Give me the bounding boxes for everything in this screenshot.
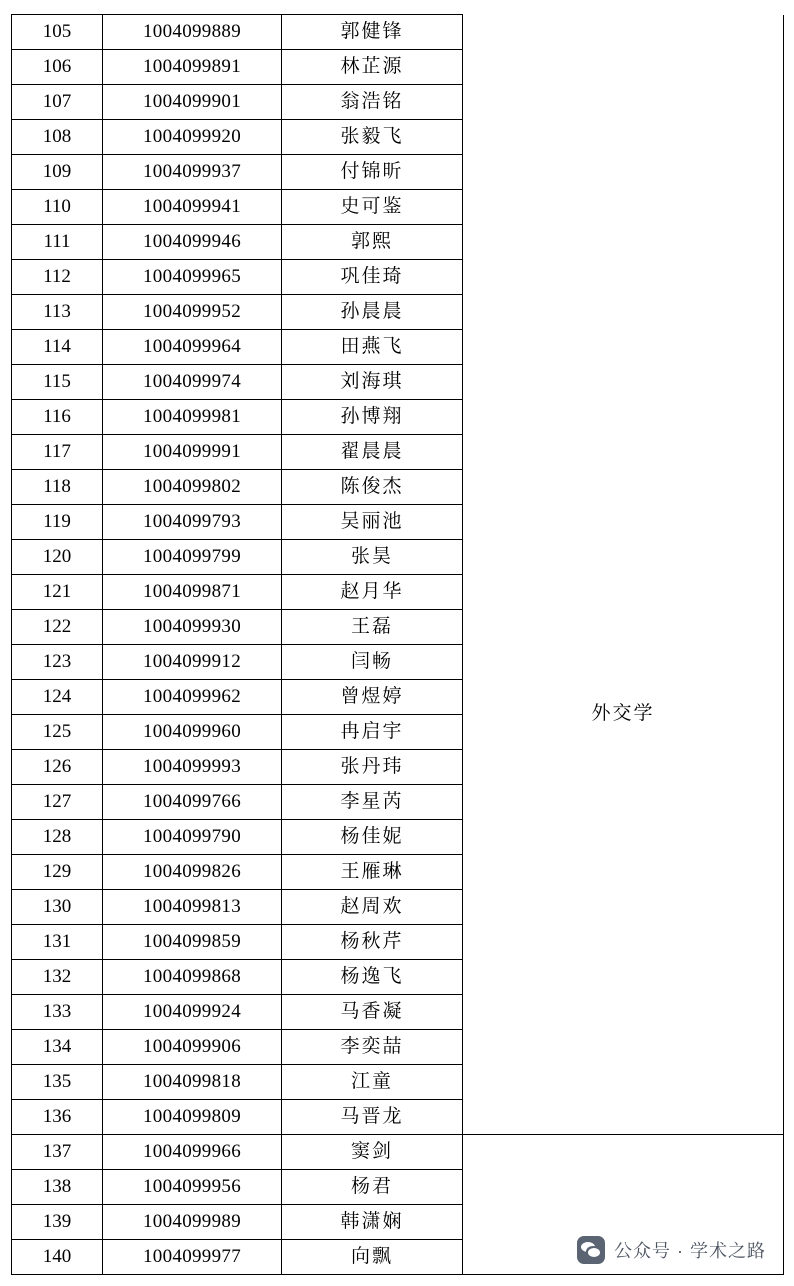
row-student-id: 1004099941 — [103, 190, 282, 225]
row-student-name: 马晋龙 — [282, 1100, 463, 1135]
row-index: 134 — [12, 1030, 103, 1065]
row-student-name: 王雁琳 — [282, 855, 463, 890]
table-body — [12, 15, 784, 1275]
row-student-id: 1004099799 — [103, 540, 282, 575]
row-index: 125 — [12, 715, 103, 750]
row-student-id: 1004099891 — [103, 50, 282, 85]
row-student-name: 吴丽池 — [282, 505, 463, 540]
row-student-name: 杨君 — [282, 1170, 463, 1205]
row-index: 113 — [12, 295, 103, 330]
row-student-id: 1004099977 — [103, 1240, 282, 1275]
row-student-name: 李星芮 — [282, 785, 463, 820]
row-index: 107 — [12, 85, 103, 120]
row-student-name: 李奕喆 — [282, 1030, 463, 1065]
table-row — [12, 1135, 784, 1170]
watermark — [577, 1236, 766, 1264]
row-student-name: 窦剑 — [282, 1135, 463, 1170]
row-student-id: 1004099871 — [103, 575, 282, 610]
row-student-id: 1004099991 — [103, 435, 282, 470]
table-row — [12, 295, 784, 330]
row-student-id: 1004099889 — [103, 15, 282, 50]
wechat-icon — [577, 1236, 605, 1264]
row-index: 140 — [12, 1240, 103, 1275]
row-student-id: 1004099809 — [103, 1100, 282, 1135]
row-student-id: 1004099868 — [103, 960, 282, 995]
row-index: 110 — [12, 190, 103, 225]
row-student-name: 杨逸飞 — [282, 960, 463, 995]
row-index: 108 — [12, 120, 103, 155]
row-index: 116 — [12, 400, 103, 435]
row-student-id: 1004099965 — [103, 260, 282, 295]
row-index: 136 — [12, 1100, 103, 1135]
row-index: 133 — [12, 995, 103, 1030]
row-student-id: 1004099974 — [103, 365, 282, 400]
row-student-id: 1004099946 — [103, 225, 282, 260]
row-student-id: 1004099989 — [103, 1205, 282, 1240]
row-index: 127 — [12, 785, 103, 820]
row-student-id: 1004099937 — [103, 155, 282, 190]
row-index: 126 — [12, 750, 103, 785]
row-index: 118 — [12, 470, 103, 505]
row-student-name: 陈俊杰 — [282, 470, 463, 505]
row-student-name: 刘海琪 — [282, 365, 463, 400]
row-index: 120 — [12, 540, 103, 575]
row-index: 138 — [12, 1170, 103, 1205]
row-student-name: 江童 — [282, 1065, 463, 1100]
row-student-name: 冉启宇 — [282, 715, 463, 750]
row-student-id: 1004099766 — [103, 785, 282, 820]
row-student-name: 郭健锋 — [282, 15, 463, 50]
row-student-name: 杨秋芹 — [282, 925, 463, 960]
row-student-name: 王磊 — [282, 610, 463, 645]
row-student-name: 赵周欢 — [282, 890, 463, 925]
student-roster-table — [11, 14, 784, 1275]
row-index: 123 — [12, 645, 103, 680]
row-student-name: 赵月华 — [282, 575, 463, 610]
major-cell: 外交学 — [463, 295, 784, 1135]
row-student-id: 1004099906 — [103, 1030, 282, 1065]
row-student-name: 付锦昕 — [282, 155, 463, 190]
row-index: 105 — [12, 15, 103, 50]
document-page — [0, 14, 794, 1286]
row-student-id: 1004099790 — [103, 820, 282, 855]
row-student-name: 向飘 — [282, 1240, 463, 1275]
row-index: 122 — [12, 610, 103, 645]
row-index: 124 — [12, 680, 103, 715]
row-index: 139 — [12, 1205, 103, 1240]
row-index: 135 — [12, 1065, 103, 1100]
row-student-name: 马香凝 — [282, 995, 463, 1030]
row-index: 119 — [12, 505, 103, 540]
row-student-name: 巩佳琦 — [282, 260, 463, 295]
row-index: 128 — [12, 820, 103, 855]
row-student-name: 闫畅 — [282, 645, 463, 680]
row-student-name: 张昊 — [282, 540, 463, 575]
row-student-id: 1004099924 — [103, 995, 282, 1030]
row-student-name: 田燕飞 — [282, 330, 463, 365]
row-student-id: 1004099859 — [103, 925, 282, 960]
row-student-id: 1004099993 — [103, 750, 282, 785]
major-cell-top-pad — [463, 15, 784, 295]
row-index: 106 — [12, 50, 103, 85]
row-student-id: 1004099826 — [103, 855, 282, 890]
table-row — [12, 15, 784, 50]
row-student-name: 杨佳妮 — [282, 820, 463, 855]
watermark-label: 公众号 · 学术之路 — [614, 1241, 766, 1261]
row-student-id: 1004099930 — [103, 610, 282, 645]
row-student-name: 翟晨晨 — [282, 435, 463, 470]
row-index: 111 — [12, 225, 103, 260]
row-index: 115 — [12, 365, 103, 400]
row-student-id: 1004099956 — [103, 1170, 282, 1205]
row-student-name: 韩潇娴 — [282, 1205, 463, 1240]
row-index: 129 — [12, 855, 103, 890]
row-student-id: 1004099793 — [103, 505, 282, 540]
row-student-name: 张毅飞 — [282, 120, 463, 155]
row-student-id: 1004099952 — [103, 295, 282, 330]
row-student-name: 郭熙 — [282, 225, 463, 260]
row-student-name: 史可鉴 — [282, 190, 463, 225]
row-index: 112 — [12, 260, 103, 295]
row-student-name: 林芷源 — [282, 50, 463, 85]
row-student-name: 翁浩铭 — [282, 85, 463, 120]
row-index: 114 — [12, 330, 103, 365]
row-index: 131 — [12, 925, 103, 960]
row-student-id: 1004099964 — [103, 330, 282, 365]
row-index: 137 — [12, 1135, 103, 1170]
row-index: 130 — [12, 890, 103, 925]
row-student-id: 1004099813 — [103, 890, 282, 925]
row-student-id: 1004099960 — [103, 715, 282, 750]
row-student-id: 1004099920 — [103, 120, 282, 155]
row-student-id: 1004099802 — [103, 470, 282, 505]
row-student-id: 1004099962 — [103, 680, 282, 715]
row-index: 121 — [12, 575, 103, 610]
row-student-name: 孙博翔 — [282, 400, 463, 435]
row-student-id: 1004099966 — [103, 1135, 282, 1170]
row-student-id: 1004099912 — [103, 645, 282, 680]
row-student-name: 张丹玮 — [282, 750, 463, 785]
row-student-id: 1004099901 — [103, 85, 282, 120]
row-index: 117 — [12, 435, 103, 470]
row-student-name: 曾煜婷 — [282, 680, 463, 715]
row-student-id: 1004099981 — [103, 400, 282, 435]
row-index: 132 — [12, 960, 103, 995]
row-student-id: 1004099818 — [103, 1065, 282, 1100]
row-index: 109 — [12, 155, 103, 190]
row-student-name: 孙晨晨 — [282, 295, 463, 330]
